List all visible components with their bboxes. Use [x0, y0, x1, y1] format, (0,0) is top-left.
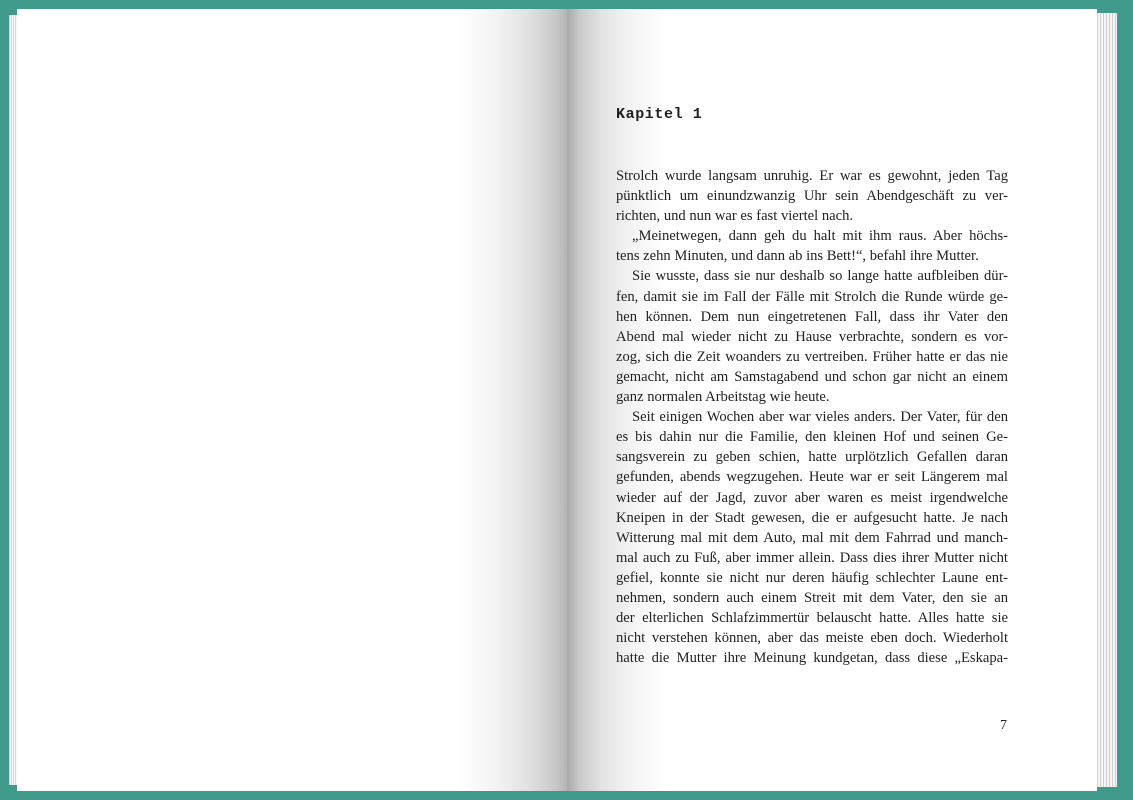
text-line: wieder auf der Jagd, zuvor aber waren es meist irgendwelche — [616, 489, 1008, 506]
text-line: Abend mal wieder nicht zu Hause verbrachte, sondern es vor- — [616, 328, 1008, 345]
text-line: „Meinetwegen, dann geh du halt mit ihm raus. Aber höchs- — [632, 228, 1008, 245]
text-line: zog, sich die Zeit woanders zu vertreiben. Früher hatte er das nie — [616, 348, 1008, 365]
text-line: ganz normalen Arbeitstag wie heute. — [616, 389, 830, 406]
text-line: der elterlichen Schlafzimmertür belauscht hatte. Alles hatte sie — [616, 610, 1008, 627]
text-line: Sie wusste, dass sie nur deshalb so lange hatte aufbleiben dür- — [632, 268, 1008, 285]
text-line: pünktlich um einundzwanzig Uhr sein Abendgeschäft zu ver- — [616, 188, 1008, 205]
text-line: gefunden, abends wegzugehen. Heute war er seit Längerem mal — [616, 469, 1008, 486]
text-line: mal auch zu Fuß, aber immer allein. Dass dies ihrer Mutter nicht — [616, 549, 1008, 566]
text-line: sangsverein zu geben schien, hatte urplötzlich Gefallen daran — [616, 449, 1008, 466]
page-number: 7 — [1000, 718, 1007, 733]
text-line: nicht verstehen können, aber das meiste eben doch. Wiederholt — [616, 630, 1008, 647]
text-line: Strolch wurde langsam unruhig. Er war es gewohnt, jeden Tag — [616, 168, 1008, 184]
text-line: Seit einigen Wochen aber war vieles anders. Der Vater, für den — [632, 409, 1008, 426]
text-line: hatte die Mutter ihre Meinung kundgetan, dass diese „Eskapa- — [616, 650, 1008, 667]
text-line: es bis dahin nur die Familie, den kleinen Hof und seinen Ge- — [616, 429, 1008, 446]
left-page-edges — [9, 15, 17, 785]
text-line: richten, und nun war es fast viertel nach. — [616, 208, 854, 225]
text-line: hen können. Dem nun eingetretenen Fall, dass ihr Vater den — [616, 308, 1008, 325]
body-text — [616, 166, 1008, 668]
text-line: tens zehn Minuten, und dann ab ins Bett!“, befahl ihre Mutter. — [616, 248, 979, 265]
text-line: nehmen, sondern auch einem Streit mit dem Vater, den sie an — [616, 589, 1008, 606]
chapter-heading: Kapitel 1 — [616, 106, 703, 123]
text-line: fen, damit sie im Fall der Fälle mit Strolch die Runde würde ge- — [616, 288, 1008, 305]
text-line: Witterung mal mit dem Auto, mal mit dem Fahrrad und manch- — [616, 529, 1008, 546]
text-line: gefiel, konnte sie nicht nur deren häufig schlechter Laune ent- — [616, 569, 1008, 586]
text-line: gemacht, nicht am Samstagabend und schon gar nicht an einem — [616, 368, 1008, 385]
text-line: Kneipen in der Stadt gewesen, die er aufgesucht hatte. Je nach — [616, 509, 1008, 526]
right-page-edges — [1097, 13, 1117, 787]
left-page — [17, 9, 567, 791]
